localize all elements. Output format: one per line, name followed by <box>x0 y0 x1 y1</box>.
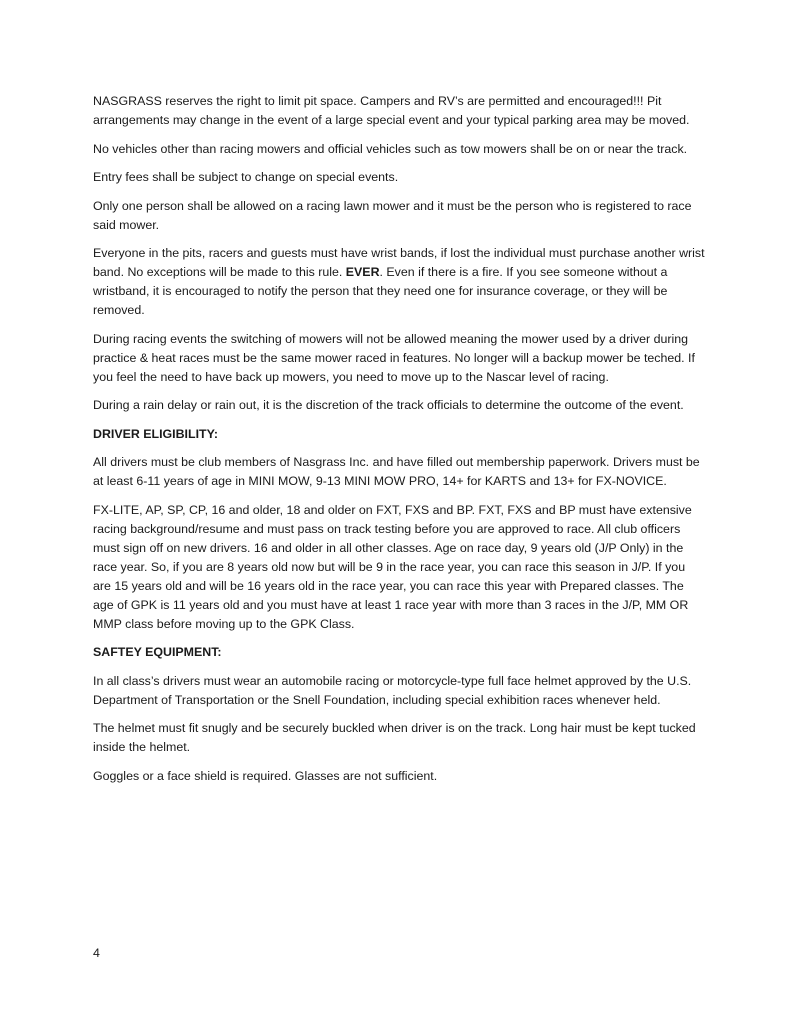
paragraph-helmet-approval: In all class’s drivers must wear an automobile racing or motorcycle-type full face helmet approved by the U.S. Department of Transportation or the Snell Foundation, including special exhibition races whenever held. <box>93 673 692 707</box>
paragraph-club-members: All drivers must be club members of Nasgrass Inc. and have filled out membership paperwork. Drivers must be at least 6-11 years of age in MINI MOW, 9-13 MINI MOW PRO, 14+ for KARTS and 13+ for FX-NOVICE. <box>93 455 700 488</box>
wristband-text-after: . Even if there is a fire. If you see someone without a wristband, it is encouraged to notify the person that they need one for insurance coverage, or they will be removed. <box>93 265 668 317</box>
paragraph-entry-fees: Entry fees shall be subject to change on special events. <box>93 170 399 184</box>
paragraph-vehicles: No vehicles other than racing mowers and official vehicles such as tow mowers shall be on or near the track. <box>93 141 688 156</box>
paragraph-pit-space: NASGRASS reserves the right to limit pit space. Campers and RV’s are permitted and encouraged!!! Pit arrangements may change in the event of a large special event and your typical parking area may be moved. <box>93 94 690 127</box>
wristband-emphasis: EVER <box>345 265 380 279</box>
paragraph-one-person: Only one person shall be allowed on a racing lawn mower and it must be the person who is registered to race said mower. <box>93 198 692 232</box>
wristband-text-before: Everyone in the pits, racers and guests must have wrist bands, if lost the individual must purchase another wrist band. No exceptions will be made to this rule. <box>93 246 705 279</box>
paragraph-goggles: Goggles or a face shield is required. Glasses are not sufficient. <box>93 768 438 783</box>
page-body <box>93 92 705 795</box>
paragraph-rain-delay: During a rain delay or rain out, it is the discretion of the track officials to determine the outcome of the event. <box>93 398 684 412</box>
heading-safety-equipment: SAFTEY EQUIPMENT: <box>93 645 222 659</box>
paragraph-helmet-fit: The helmet must fit snugly and be securely buckled when driver is on the track. Long hair must be kept tucked inside the helmet. <box>93 721 696 754</box>
page-number: 4 <box>93 946 100 960</box>
paragraph-wristbands <box>93 244 705 320</box>
heading-driver-eligibility: DRIVER ELIGIBILITY: <box>93 426 219 441</box>
paragraph-mower-switching: During racing events the switching of mowers will not be allowed meaning the mower used by a driver during practice & heat races must be the same mower raced in features. No longer will a backup mower be teched. If you feel the need to have back up mowers, you need to move up to the Nascar level of racing. <box>93 331 695 384</box>
paragraph-class-ages: FX-LITE, AP, SP, CP, 16 and older, 18 and older on FXT, FXS and BP. FXT, FXS and BP must have extensive racing background/resume and must pass on track testing before you are approved to race. All club officers must sign off on new drivers. 16 and older in all other classes. Age on race day, 9 years old (J/P Only) in the race year. So, if you are 8 years old now but will be 9 in the race year, you can race this season in J/P. If you are 15 years old and will be 16 years old in the race year, you can race this year with Prepared classes. The age of GPK is 11 years old and you must have at least 1 race year with more than 3 races in the J/P, MM OR MMP class before moving up to the GPK Class. <box>93 502 692 631</box>
